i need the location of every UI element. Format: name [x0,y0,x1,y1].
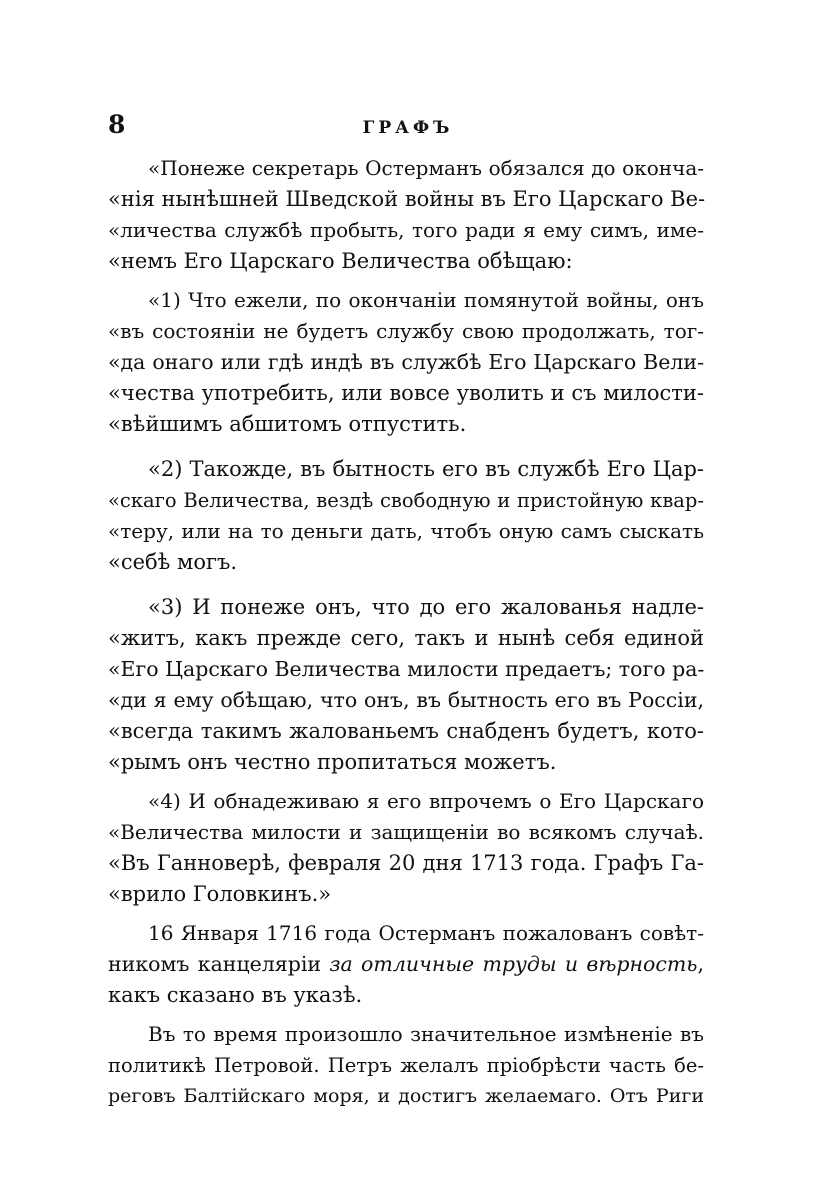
text-line: «рымъ онъ честно пропитаться можетъ. [108,750,557,774]
page-body [108,153,704,1112]
text-line: «Понеже секретарь Остерманъ обязался до оконча- [148,156,704,180]
text-line: «3) И понеже онъ, что до его жалованья надле- [148,595,704,619]
text-line: «нія нынѣшней Шведской войны въ Его Царскаго Ве- [108,187,706,211]
running-head: ГРАФЪ [362,118,454,138]
text-line: «всегда такимъ жалованьемъ снабденъ будетъ, кото- [108,719,704,743]
text-line: «4) И обнадеживаю я его впрочемъ о Его Царскаго [148,789,704,813]
text-line: «2) Такожде, въ бытность его въ службѣ Его Цар- [148,457,704,481]
text-segment: , [697,952,704,976]
paragraph-6 [108,918,704,1011]
paragraph-3 [108,454,704,578]
text-line: «Величества милости и защищеніи во всякомъ случаѣ. [108,820,704,844]
paragraph-2 [108,285,704,440]
text-line: «врило Головкинъ.» [108,882,332,906]
page-number: 8 [108,110,126,139]
text-line: «Его Царскаго Величества милости предаетъ; того ра- [108,657,705,681]
text-line: реговъ Балтійскаго моря, и достигъ желаемаго. Отъ Риги [108,1085,704,1107]
text-line: «житъ, какъ прежде сего, такъ и нынѣ себя единой [108,626,704,650]
italic-emphasis: за отличные труды и вѣрность [329,952,698,976]
text-line: «ди я ему обѣщаю, что онъ, въ бытность его въ Россіи, [108,688,704,712]
text-line: Въ то время произошло значительное измѣненіе въ [148,1022,704,1046]
paragraph-4 [108,592,704,778]
text-line: политикѣ Петровой. Петръ желалъ пріобрѣсти часть бе- [108,1054,704,1077]
text-line: какъ сказано въ указѣ. [108,983,363,1007]
text-line: «себѣ могъ. [108,550,238,574]
text-line: «чества употребить, или вовсе уволить и съ милости- [108,381,704,405]
text-line: «скаго Величества, вездѣ свободную и пристойную квар- [108,489,704,512]
text-line: «вѣйшимъ абшитомъ отпустить. [108,412,467,436]
text-line: «1) Что ежели, по окончаніи помянутой войны, онъ [148,288,704,312]
text-line: 16 Января 1716 года Остерманъ пожалованъ совѣт- [148,921,704,945]
text-line: «личества службѣ пробыть, того ради я ему симъ, име- [108,218,704,242]
text-line: «въ состояніи не будетъ службу свою продолжать, тог- [108,319,704,343]
text-line [108,949,704,980]
text-line: «да онаго или гдѣ индѣ въ службѣ Его Царскаго Вели- [108,350,704,374]
text-line: «Въ Ганноверѣ, февраля 20 дня 1713 года. Графъ Га- [108,851,704,875]
paragraph-5 [108,786,704,910]
paragraph-7 [108,1019,704,1112]
paragraph-1 [108,153,704,277]
text-line: «теру, или на то деньги дать, чтобъ оную самъ сыскать [108,519,704,543]
text-line: «немъ Его Царскаго Величества обѣщаю: [108,249,573,273]
page-header [108,110,708,140]
text-segment: никомъ канцеляріи [108,952,330,976]
